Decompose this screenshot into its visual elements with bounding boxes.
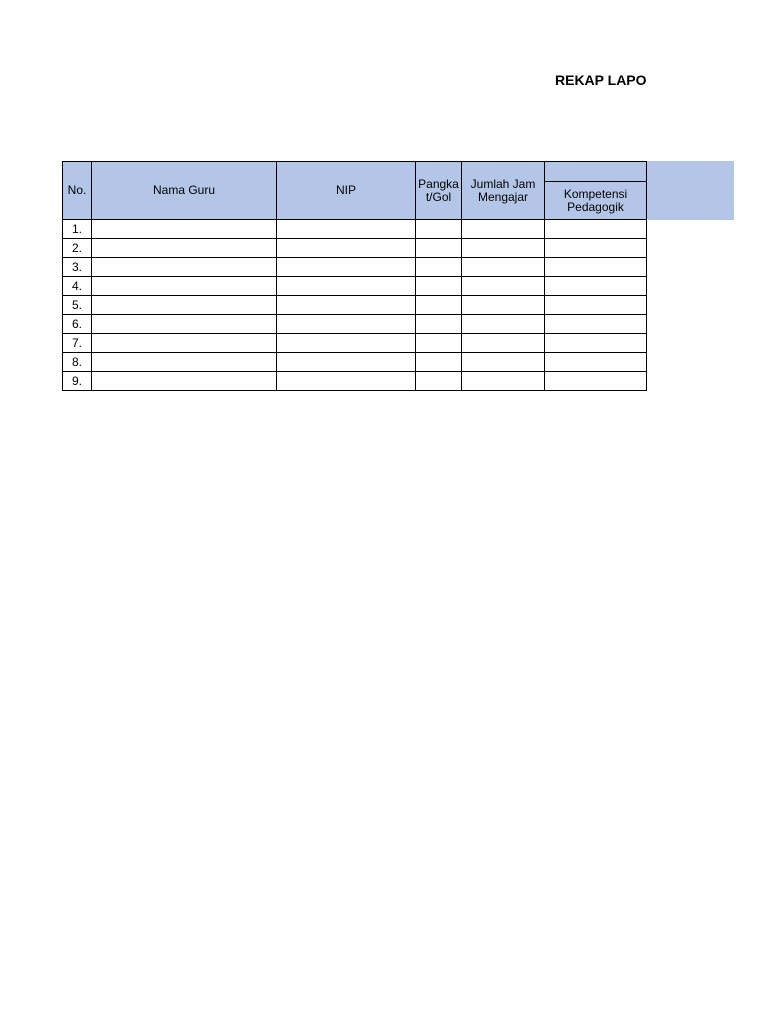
cell-nip [277, 372, 416, 391]
cell-no: 9. [63, 372, 92, 391]
cell-kompetensi [545, 296, 647, 315]
cell-nama-guru [92, 334, 277, 353]
cell-no: 5. [63, 296, 92, 315]
cell-nama-guru [92, 258, 277, 277]
table-row [63, 258, 647, 277]
cell-nip [277, 277, 416, 296]
cell-nama-guru [92, 296, 277, 315]
cell-pangkat [416, 220, 462, 239]
document-title: REKAP LAPO [555, 72, 647, 88]
table-row [63, 239, 647, 258]
cell-pangkat [416, 353, 462, 372]
cell-jumlah-jam [462, 372, 545, 391]
cell-jumlah-jam [462, 220, 545, 239]
header-group-span [545, 162, 647, 182]
cell-no: 8. [63, 353, 92, 372]
cell-kompetensi [545, 239, 647, 258]
table-row [63, 296, 647, 315]
header-no: No. [63, 162, 92, 220]
cell-jumlah-jam [462, 334, 545, 353]
header-nama-guru: Nama Guru [92, 162, 277, 220]
cell-jumlah-jam [462, 315, 545, 334]
cell-pangkat [416, 372, 462, 391]
cell-kompetensi [545, 353, 647, 372]
table-row [63, 277, 647, 296]
cell-jumlah-jam [462, 239, 545, 258]
header-nip: NIP [277, 162, 416, 220]
cell-pangkat [416, 334, 462, 353]
cell-nama-guru [92, 239, 277, 258]
cell-kompetensi [545, 315, 647, 334]
cell-jumlah-jam [462, 353, 545, 372]
header-pangkat-gol: Pangka t/Gol [416, 162, 462, 220]
table-row [63, 372, 647, 391]
cell-jumlah-jam [462, 296, 545, 315]
cell-no: 7. [63, 334, 92, 353]
table-row [63, 353, 647, 372]
header-fill-extension [646, 161, 734, 220]
cell-pangkat [416, 258, 462, 277]
cell-kompetensi [545, 277, 647, 296]
header-kompetensi-pedagogik: Kompetensi Pedagogik [545, 182, 647, 220]
cell-nama-guru [92, 353, 277, 372]
cell-nama-guru [92, 277, 277, 296]
header-jumlah-jam-mengajar: Jumlah Jam Mengajar [462, 162, 545, 220]
table-row [63, 220, 647, 239]
cell-no: 4. [63, 277, 92, 296]
cell-nip [277, 334, 416, 353]
cell-pangkat [416, 239, 462, 258]
rekap-table [62, 161, 647, 391]
cell-kompetensi [545, 334, 647, 353]
cell-no: 3. [63, 258, 92, 277]
cell-nama-guru [92, 315, 277, 334]
table-row [63, 315, 647, 334]
cell-nip [277, 296, 416, 315]
cell-pangkat [416, 296, 462, 315]
cell-jumlah-jam [462, 258, 545, 277]
cell-nama-guru [92, 220, 277, 239]
table-row [63, 334, 647, 353]
cell-nip [277, 315, 416, 334]
cell-pangkat [416, 315, 462, 334]
cell-nama-guru [92, 372, 277, 391]
cell-nip [277, 239, 416, 258]
cell-jumlah-jam [462, 277, 545, 296]
cell-kompetensi [545, 220, 647, 239]
cell-nip [277, 220, 416, 239]
cell-no: 6. [63, 315, 92, 334]
cell-no: 1. [63, 220, 92, 239]
cell-no: 2. [63, 239, 92, 258]
cell-kompetensi [545, 372, 647, 391]
cell-nip [277, 258, 416, 277]
table-body [63, 220, 647, 391]
cell-pangkat [416, 277, 462, 296]
cell-nip [277, 353, 416, 372]
cell-kompetensi [545, 258, 647, 277]
